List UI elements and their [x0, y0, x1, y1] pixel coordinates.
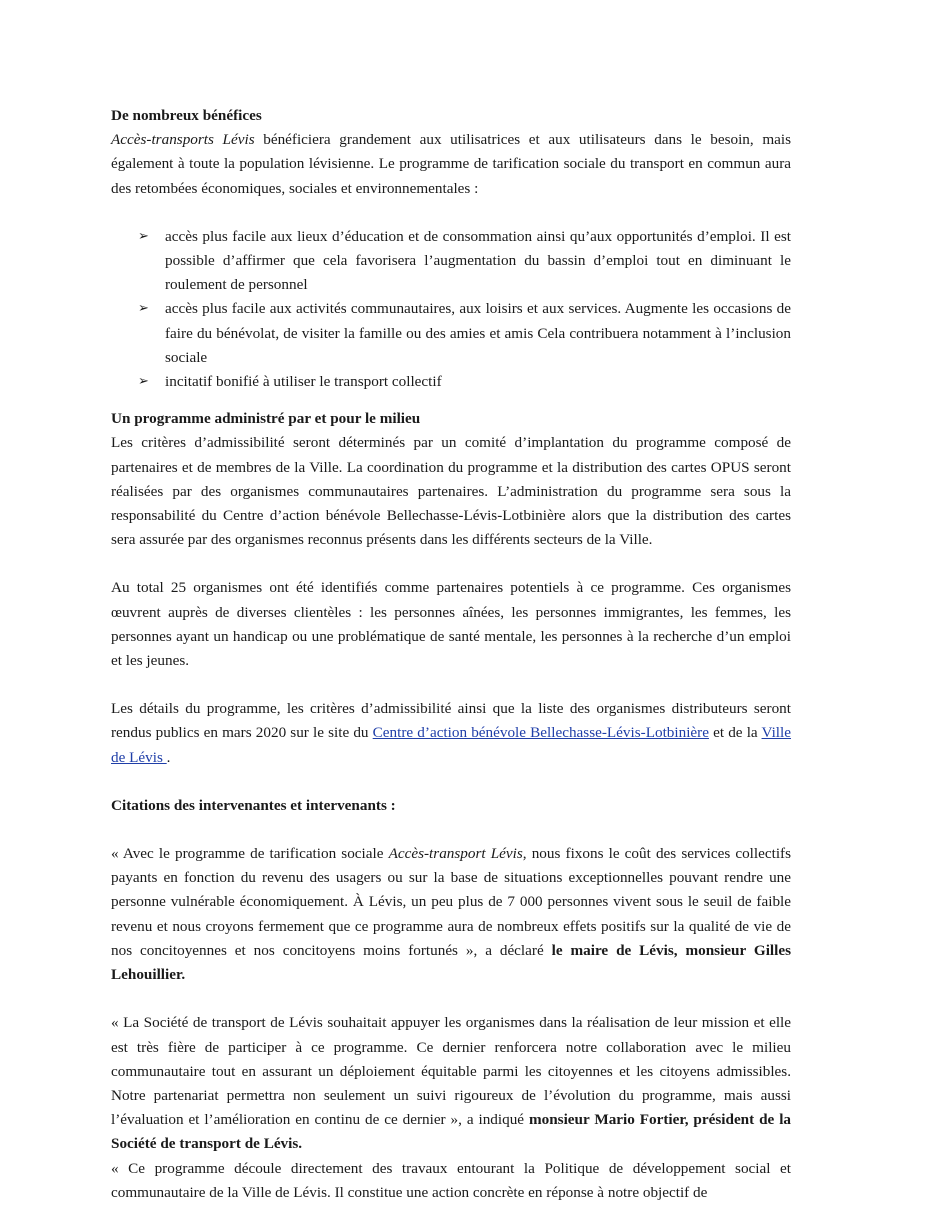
- link-ville-de-levis[interactable]: Ville de Lévis: [111, 724, 791, 766]
- list-item: ➢ accès plus facile aux activités communautaires, aux loisirs et aux services. Augmente les occasions de faire du bénévolat, de visiter la famille ou des amies et amis Cela contribuera notamment à l’inclusion sociale: [111, 297, 791, 370]
- document-page: [111, 104, 791, 1205]
- arrow-bullet-icon: ➢: [138, 228, 149, 244]
- arrow-bullet-icon: ➢: [138, 301, 149, 317]
- section-heading-quotes: Citations des intervenantes et intervenants :: [111, 796, 396, 814]
- list-item: ➢ incitatif bonifié à utiliser le transport collectif: [111, 370, 791, 394]
- benefits-list: [111, 225, 791, 394]
- program-paragraph-3: Les détails du programme, les critères d’admissibilité ainsi que la liste des organismes distributeurs seront rendus publics en mars 2020 sur le site du Centre d’action bénévole Bellechasse-Lévis-Lotbinière et de la Ville de Lévis .: [111, 700, 791, 766]
- benefits-intro: Accès-transports Lévis bénéficiera grandement aux utilisatrices et aux utilisateurs dans le besoin, mais également à toute la population lévisienne. Le programme de tarification sociale du transport en commun aura des retombées économiques, sociales et environnementales :: [111, 131, 791, 197]
- link-centre-action-benevole[interactable]: Centre d’action bénévole Bellechasse-Lévis-Lotbinière: [372, 724, 709, 742]
- program-paragraph-1: Les critères d’admissibilité seront déterminés par un comité d’implantation du programme composé de partenaires et de membres de la Ville. La coordination du programme et la distribution des cartes OPUS seront réalisées par des organismes communautaires partenaires. L’administration du programme sera sous la responsabilité du Centre d’action bénévole Bellechasse-Lévis-Lotbinière alors que la distribution des cartes sera assurée par des organismes reconnus présents dans les différents secteurs de la Ville.: [111, 434, 791, 549]
- arrow-bullet-icon: ➢: [138, 374, 149, 390]
- speaker-stl-president: monsieur Mario Fortier, président de la Société de transport de Lévis.: [111, 1111, 792, 1153]
- quote-mayor: « Avec le programme de tarification sociale Accès-transport Lévis, nous fixons le coût des services collectifs payants en fonction du revenu des usagers ou sur la base de situations exceptionnelles pouvant rendre une personne vulnérable économiquement. À Lévis, un peu plus de 7 000 personnes vivent sous le seuil de faible revenu et nous croyons fermement que ce programme aura de nombreux effets positifs sur la qualité de vie de nos concitoyennes et nos concitoyens moins fortunés », a déclaré le maire de Lévis, monsieur Gilles Lehouillier.: [111, 845, 792, 984]
- program-paragraph-2: Au total 25 organismes ont été identifiés comme partenaires potentiels à ce programme. Ces organismes œuvrent auprès de diverses clientèles : les personnes aînées, les personnes immigrantes, les femmes, les personnes ayant un handicap ou une problématique de santé mentale, les personnes à la recherche d’un emploi et les jeunes.: [111, 579, 791, 670]
- quote-development-policy: « Ce programme découle directement des travaux entourant la Politique de développement social et communautaire de la Ville de Lévis. Il constitue une action concrète en réponse à notre objectif de: [111, 1159, 791, 1201]
- section-heading-benefits: De nombreux bénéfices: [111, 107, 262, 124]
- quote-continued-clip: [111, 1157, 791, 1205]
- speaker-mayor: le maire de Lévis, monsieur Gilles Lehouillier.: [111, 941, 792, 984]
- quote-stl-president: « La Société de transport de Lévis souhaitait appuyer les organismes dans la réalisation de leur mission et elle est très fière de participer à ce programme. Ce dernier renforcera notre collaboration avec le milieu communautaire tout en assurant un déploiement équitable parmi les citoyennes et les citoyens admissibles. Notre partenariat permettra non seulement un suivi rigoureux de l’évolution du programme, mais aussi l’évaluation et l’amélioration en continu de ce dernier », a indiqué monsieur Mario Fortier, président de la Société de transport de Lévis.: [111, 1014, 792, 1153]
- program-name-italic: Accès-transports Lévis: [111, 131, 255, 149]
- section-heading-program: Un programme administré par et pour le milieu: [111, 410, 421, 428]
- list-item: ➢ accès plus facile aux lieux d’éducation et de consommation ainsi qu’aux opportunités d’emploi. Il est possible d’affirmer que cela favorisera l’augmentation du bassin d’emploi tout en diminuant le roulement de personnel: [111, 225, 791, 298]
